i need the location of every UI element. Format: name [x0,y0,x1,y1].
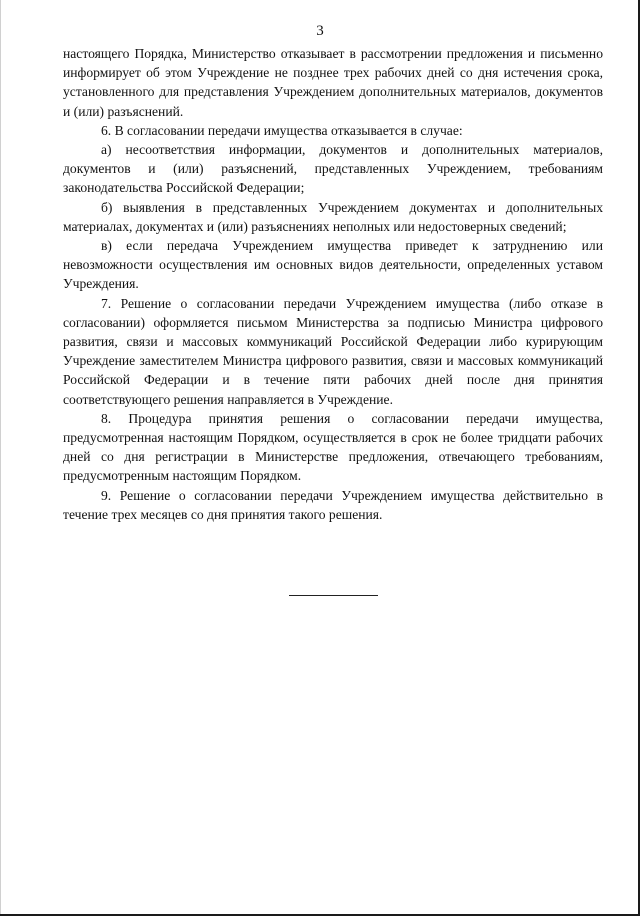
paragraph-clause-9: 9. Решение о согласовании передачи Учреждением имущества действительно в течение трех месяцев со дня принятия такого решения. [63,487,603,522]
paragraph-clause-7: 7. Решение о согласовании передачи Учреждением имущества (либо отказе в согласовании) оформляется письмом Министерства за подписью Министра цифрового развития, связи и массовых коммуникаций Российской Федерации либо курирующим Учреждение заместителем Министра цифрового развития, связи и массовых коммуникаций Российской Федерации и в течение пяти рабочих дней после дня принятия соответствующего решения направляется в Учреждение. [63,295,603,407]
paragraph-continuation: настоящего Порядка, Министерство отказывает в рассмотрении предложения и письменно информирует об этом Учреждение не позднее трех рабочих дней со дня истечения срока, установленного для представления Учреждением дополнительных материалов, документов и (или) разъяснений. [63,46,603,119]
scan-edge-left [0,0,1,916]
paragraph-clause-8: 8. Процедура принятия решения о согласовании передачи имущества, предусмотренная настоящим Порядком, осуществляется в срок не более тридцати рабочих дней со дня регистрации в Министерстве предложения, отвечающего требованиям, предусмотренным настоящим Порядком. [63,410,603,484]
paragraph-clause-6v: в) если передача Учреждением имущества приведет к затруднению или невозможности осуществления им основных видов деятельности, определенных уставом Учреждения. [63,238,603,292]
end-separator-line [289,595,378,596]
paragraph-clause-6b: б) выявления в представленных Учреждением документах и дополнительных материалах, документах и (или) разъяснениях неполных или недостоверных сведений; [63,199,603,234]
document-body [63,44,603,524]
paragraph-clause-6: 6. В согласовании передачи имущества отказывается в случае: [101,122,463,138]
page-number: 3 [316,23,324,39]
paragraph-clause-6a: а) несоответствия информации, документов и дополнительных материалов, документов и (или) разъяснений, представленных Учреждением, требованиям законодательства Российской Федерации; [63,142,603,196]
